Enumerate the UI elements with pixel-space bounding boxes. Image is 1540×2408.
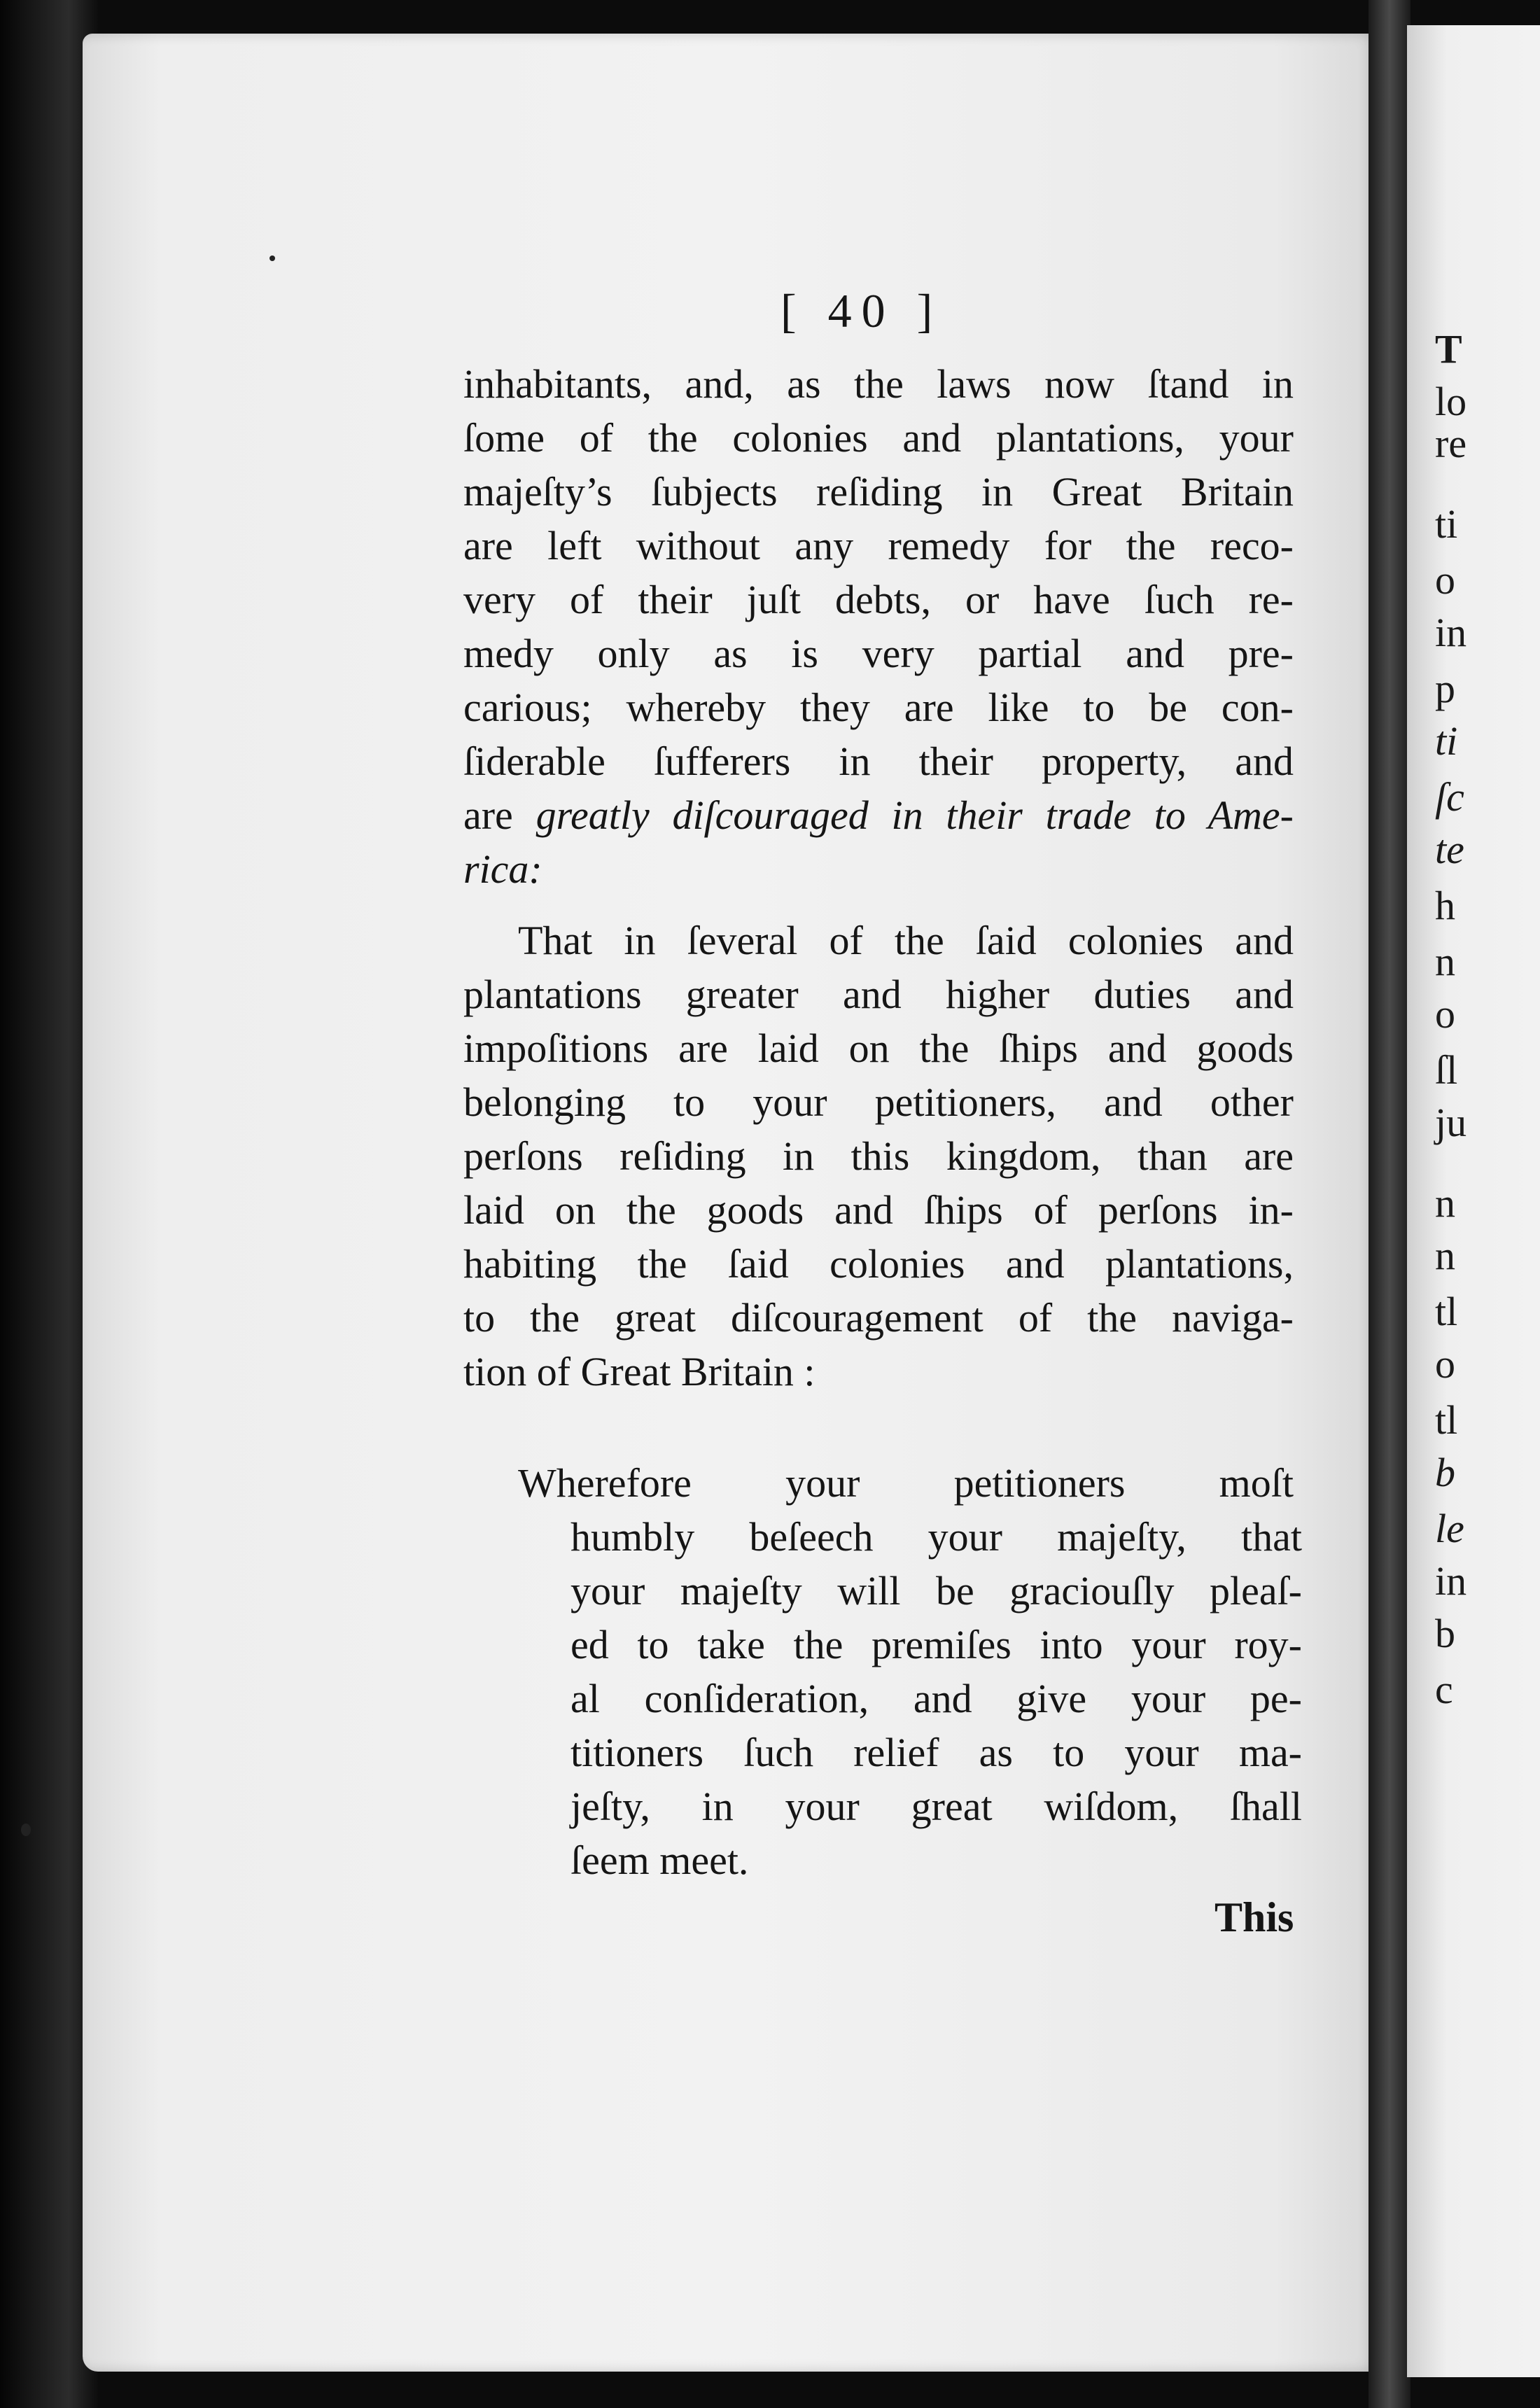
facing-page-text-fragment: c — [1435, 1667, 1453, 1712]
facing-page-text-fragment: n — [1435, 939, 1455, 984]
text-line: rica: — [463, 846, 542, 892]
facing-page-text-fragment: lo — [1435, 379, 1467, 424]
facing-page-text-fragment: ti — [1435, 718, 1458, 764]
facing-page-text-fragment: in — [1435, 610, 1467, 655]
text-line: habiting the ſaid colonies and plantations, — [463, 1241, 1294, 1287]
facing-page-text-fragment: te — [1435, 827, 1464, 872]
text-line: very of their juſt debts, or have ſuch re- — [463, 577, 1294, 622]
italic-emphasis: greatly diſcouraged in their trade to Ame- — [536, 792, 1294, 838]
text-line: titioners ſuch relief as to your ma- — [570, 1730, 1302, 1775]
text-line: medy only as is very partial and pre- — [463, 631, 1294, 676]
text-line: inhabitants, and, as the laws now ſtand in — [463, 361, 1294, 407]
text-line: ed to take the premiſes into your roy- — [570, 1622, 1302, 1667]
text-line: ſome of the colonies and plantations, your — [463, 415, 1294, 461]
text-line: ſeem meet. — [570, 1837, 749, 1883]
text-line — [463, 792, 1294, 838]
facing-page-text-fragment: o — [1435, 557, 1455, 603]
text-line: impoſitions are laid on the ſhips and goods — [463, 1026, 1294, 1071]
facing-page-text-fragment: n — [1435, 1180, 1455, 1226]
facing-page-text-fragment: n — [1435, 1233, 1455, 1278]
facing-page-text-fragment: b — [1435, 1450, 1455, 1495]
facing-page-text-fragment: h — [1435, 883, 1455, 928]
ink-speck — [21, 1823, 31, 1836]
text-line: belonging to your petitioners, and other — [463, 1079, 1294, 1125]
text-line: to the great diſcouragement of the naviga- — [463, 1295, 1294, 1340]
facing-page-text-fragment: le — [1435, 1506, 1464, 1551]
facing-page-text-fragment: o — [1435, 1341, 1455, 1387]
ink-speck — [270, 255, 275, 261]
facing-page-text-fragment: o — [1435, 991, 1455, 1037]
facing-page-text-fragment: in — [1435, 1558, 1467, 1604]
facing-page-text-fragment: b — [1435, 1611, 1455, 1656]
text-line: carious; whereby they are like to be con- — [463, 685, 1294, 730]
facing-page-text-fragment: tl — [1435, 1397, 1458, 1443]
facing-page-fragment — [1407, 25, 1540, 2377]
text-line: al conſideration, and give your pe- — [570, 1676, 1302, 1721]
facing-page-text-fragment: tl — [1435, 1289, 1458, 1334]
facing-page-text-fragment: p — [1435, 666, 1455, 711]
facing-page-text-fragment: T — [1435, 326, 1462, 372]
text-line: your majeſty will be graciouſly pleaſ- — [570, 1568, 1302, 1614]
text-line: ſiderable ſufferers in their property, and — [463, 738, 1294, 784]
text-line: majeſty’s ſubjects reſiding in Great Britain — [463, 469, 1294, 514]
text-line: That in ſeveral of the ſaid colonies and — [518, 918, 1294, 963]
book-gutter — [1368, 0, 1410, 2408]
facing-page-text-fragment: re — [1435, 421, 1467, 466]
text-line: are left without any remedy for the reco- — [463, 523, 1294, 568]
text-line: jeſty, in your great wiſdom, ſhall — [570, 1784, 1302, 1829]
text-line: plantations greater and higher duties and — [463, 972, 1294, 1017]
text-line: Wherefore your petitioners moſt — [518, 1460, 1294, 1506]
text-line: humbly beſeech your majeſty, that — [570, 1514, 1302, 1560]
facing-page-text-fragment: ju — [1435, 1100, 1467, 1145]
text-segment: are — [463, 792, 536, 838]
catchword: This — [1214, 1894, 1294, 1940]
text-line: tion of Great Britain : — [463, 1349, 816, 1394]
facing-page-text-fragment: ſc — [1435, 774, 1464, 820]
page-number: [ 40 ] — [780, 284, 943, 337]
facing-page-text-fragment: ti — [1435, 501, 1458, 547]
text-line: perſons reſiding in this kingdom, than are — [463, 1133, 1294, 1179]
text-line: laid on the goods and ſhips of perſons in- — [463, 1187, 1294, 1233]
facing-page-text-fragment: ſl — [1435, 1047, 1458, 1093]
